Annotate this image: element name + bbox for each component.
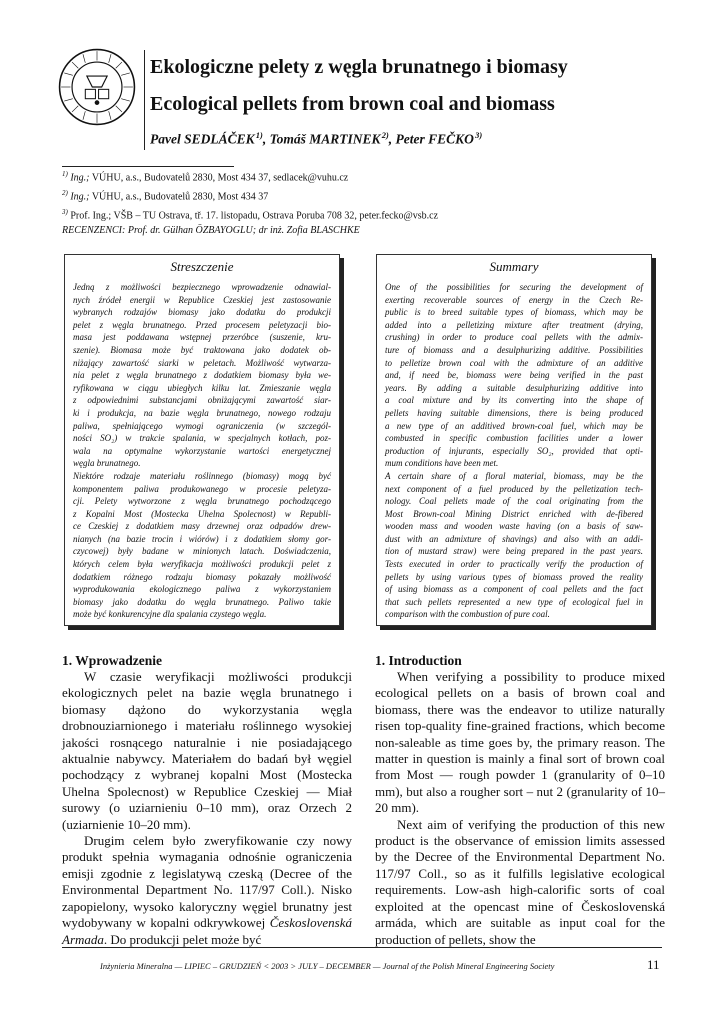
abstract-line: a coal mixture and by its converting into the shape of	[385, 395, 643, 406]
abstract-line: biomasy jako dodatku do węgla brunatnego. Paliwo takie	[73, 596, 331, 607]
abstract-line: nology. Coal pellets made of the coal originating from the	[385, 496, 643, 507]
abstract-line: tion of mustard straw) were being prepared in the past years.	[385, 546, 643, 557]
abstract-line: pellets by using various types of biomass proved the reality	[385, 571, 643, 582]
abstract-line: czycowej) były badane w minionych latach. Doświadczenia,	[73, 546, 331, 557]
abstract-line: to pelletize brown coal with the admixture of an additive	[385, 357, 643, 368]
abstract-line: pellets having suitable dimensions, there is being produced	[385, 407, 643, 418]
author-list	[150, 130, 482, 148]
footer-rule	[62, 947, 662, 948]
abstract-line: nych źródeł energii w Republice Czeskiej jest zastosowanie	[73, 294, 331, 305]
abstract-line: One of the possibilities for securing the development of	[385, 282, 643, 292]
paragraph: When verifying a possibility to produce mixed ecological pellets on a basis of brown coal and biomass, there was the endeavor to utilize naturally risen top-quality fine-grained fractions, which become non-saleable as time goes by, the primary reason. The matter in question is mainly a final sort of brown coal from Most — rough powder 1 (granularity of 0–10 mm), but also a rougher sort – nut 2 (granularity of 10–20 mm).	[375, 669, 665, 816]
abstract-english-title: Summary	[489, 259, 539, 274]
affiliation-footnote: $^{2)}$ Ing.; VÚHU, a.s., Budovatelů 2830, Most 434 37	[62, 189, 269, 203]
abstract-line: public is to breed suitable types of biomass, which may be	[385, 307, 643, 318]
abstract-line: comparison with the combustion of pure coal.	[385, 609, 550, 620]
abstract-line: that such pellets represented a new type of ecological fuel in	[385, 596, 643, 607]
title-english: Ecological pellets from brown coal and biomass	[150, 93, 555, 115]
abstract-english-box	[376, 254, 652, 626]
header-divider	[144, 50, 145, 150]
abstract-line: years. By adding a suitable desulphurizing additive into	[385, 382, 643, 393]
abstract-line: wooden mass and wooden waste having (on a basis of saw-	[385, 521, 643, 532]
abstract-line: ki i produkcja, na bazie węgla brunatnego, nowego rodzaju	[73, 407, 331, 418]
abstract-line: Niektóre rodzaje materiału roślinnego (biomasy) mogą być	[73, 470, 331, 481]
section-heading: 1. Wprowadzenie	[62, 653, 163, 668]
abstract-line: of using biomass as a component of coal pellets and the fact	[385, 584, 643, 595]
abstract-line: pelet z węgla brunatnego. Przed procesem peletyzacji bio-	[73, 319, 331, 330]
abstract-line: szenie). Biomasa może być traktowana jako dodatek ob-	[73, 344, 331, 355]
affiliation-footnote: $^{3)}$ Prof. Ing.; VŠB – TU Ostrava, tř. 17. listopadu, Ostrava Poruba 708 32, peter.fecko@vsb.cz	[62, 208, 439, 222]
abstract-line: dust with an admixture of shavings) and also with an addi-	[385, 533, 643, 544]
abstract-english-body	[385, 281, 643, 621]
author-name: Pavel SEDLÁČEK	[150, 131, 255, 147]
abstract-line: wyprodukowania ekologicznego paliwa z wykorzystaniem	[73, 584, 331, 595]
journal-footer: Inżynieria Mineralna — LIPIEC – GRUDZIEŃ < 2003 > JULY – DECEMBER — Journal of the Polish Mineral Engineering Society	[100, 961, 555, 971]
abstract-line: może być konkurencyjne dla spalania czystego węgla.	[73, 609, 267, 620]
section-english	[375, 652, 665, 948]
abstract-line: paliwa, spełniającego wymogi ograniczenia (w szczegól-	[73, 420, 331, 431]
page-number: 11	[647, 957, 660, 972]
affiliation-footnote: $^{1)}$ Ing.; VÚHU, a.s., Budovatelů 2830, Most 434 37, sedlacek@vuhu.cz	[62, 170, 349, 184]
abstract-line: z Kopalni Most (Mostecka Uhelna Spolecnost) w Republi-	[73, 508, 331, 519]
author-name: Tomáš MARTINEK	[269, 131, 381, 147]
abstract-polish-title: Streszczenie	[170, 259, 234, 274]
abstract-line: mum conditions have been met.	[385, 458, 499, 469]
author-mark: 2)	[381, 130, 389, 140]
footnote-rule	[62, 166, 234, 167]
abstract-line: ności SO₂) w trakcie spalania, w specjalnych kotłach, poz-	[73, 433, 331, 444]
abstract-line: crushing) in order to produce coal pellets with the admix-	[385, 332, 643, 343]
abstract-line: A certain share of a floral material, biomass, may be the	[385, 470, 643, 481]
abstract-polish-box	[64, 254, 340, 626]
abstract-line: których celem była weryfikacja możliwości produkcji pelet z	[73, 559, 331, 570]
author-name: Peter FEČKO	[395, 131, 474, 147]
abstract-line: nianych (na bazie trocin i wiórów) i z dodatkiem słomy gor-	[73, 533, 331, 544]
abstract-line: cji. Pelety wytworzone z węgla brunatnego pochodzącego	[73, 496, 331, 507]
abstract-line: and, if need be, biomass were being verified in the past	[385, 370, 643, 381]
reviewers-line: RECENZENCI: Prof. dr. Gülhan ÖZBAYOGLU; dr inż. Zofia BLASCHKE	[62, 225, 360, 236]
abstract-line: a new type of an additived brown-coal fuel, which may be	[385, 420, 643, 431]
abstract-line: added into a pelletizing mixture after treatment (drying,	[385, 319, 643, 330]
author-mark: 1)	[255, 130, 263, 140]
abstract-line: Tests executed in order to practically verify the production of	[385, 559, 643, 570]
section-polish	[62, 652, 352, 948]
abstract-line: masa jest poddawana wstępnej przeróbce (suszenie, kru-	[73, 332, 331, 343]
section-heading: 1. Introduction	[375, 653, 462, 668]
abstract-line: Most Brown-coal Mining District enriched with de-fibered	[385, 508, 643, 519]
abstract-line: Jedną z możliwości bezpiecznego wprowadzenie odnawial-	[73, 282, 331, 292]
title-polish: Ekologiczne pelety z węgla brunatnego i biomasy	[150, 56, 568, 78]
abstract-line: combusted in specific combustion facilities under a lower	[385, 433, 643, 444]
abstract-line: dodatkiem różnego rodzaju biomasy pokazały możliwość	[73, 571, 331, 582]
paragraph: Drugim celem było zweryfikowanie czy nowy produkt spełnia wymagania odnośnie ograniczenia emisji zgodnie z legislatywą czeską (Decree of the Environmental Department No. 117/97 Coll.). Nisko zapopielony, wysoko kaloryczny węgiel brunatny jest wydobywany w kopalni odkrywkowej Československá Armada. Do produkcji pelet może być	[62, 833, 352, 947]
abstract-polish-body	[73, 281, 331, 621]
paragraph: Next aim of verifying the production of this new product is the observance of emission limits assessed by the Decree of the Environmental Department No. 117/97 Coll., so as it fulfills legislative ecological requirements. Low-ash high-calorific sorts of coal exploited at the opencast mine of Československá armáda, which are suitable as input coal for the production of pellets, show the	[375, 816, 665, 947]
abstract-line: exerting recoverable sources of energy in the Czech Re-	[385, 294, 643, 305]
abstract-line: węgla brunatnego.	[73, 458, 141, 469]
abstract-line: komponentem paliwa produkowanego w procesie peletyza-	[73, 483, 331, 494]
abstract-line: ryfikowana w ciągu ubiegłych kilku lat. Zmieszanie węgla	[73, 382, 331, 393]
abstract-line: z odpowiednimi substancjami obniżającymi zawartość siar-	[73, 395, 331, 406]
author-separator: ,	[388, 131, 396, 147]
abstract-line: ture of biomass and a desulphurizing additive. Possibilities	[385, 344, 643, 355]
abstract-line: niżający zawartość siarki w peletach. Możliwość wytwarza-	[73, 357, 331, 368]
abstract-line: ce Czeskiej z dodatkiem masy drzewnej oraz odpadów drew-	[73, 521, 331, 532]
abstract-line: wybranych rodzajów biomasy jako dodatku do produkcji	[73, 307, 331, 318]
paragraph: W czasie weryfikacji możliwości produkcji ekologicznych pelet na bazie węgla brunatnego i biomasy dążono do wykorzystania węgla drobnouziarnionego i materiału roślinnego wysokiej jakości rosnącego naturalnie i nie posiadającego aktualnie nabywcy. Materiałem do badań był węgiel pochodzący z wybranej kopalni Most (Mostecka Uhelna Spolecnost) w Republice Czeskiej — Miał surowy (o uziarnieniu 0–10 mm), oraz Orzech 2 (uziarnienie 10–20 mm).	[62, 669, 352, 832]
author-mark: 3)	[475, 130, 483, 140]
abstract-line: nia pelet z węgla brunatnego z dodatkiem biomasy była we-	[73, 370, 331, 381]
abstract-line: next component of a fuel produced by the pelletization tech-	[385, 483, 643, 494]
society-logo	[58, 48, 136, 126]
abstract-line: wala na optymalne wykorzystanie wartości energetycznej	[73, 445, 331, 456]
author-separator: ,	[262, 131, 270, 147]
abstract-line: production of injurants, especially SO₂, provided that opti-	[385, 445, 643, 456]
